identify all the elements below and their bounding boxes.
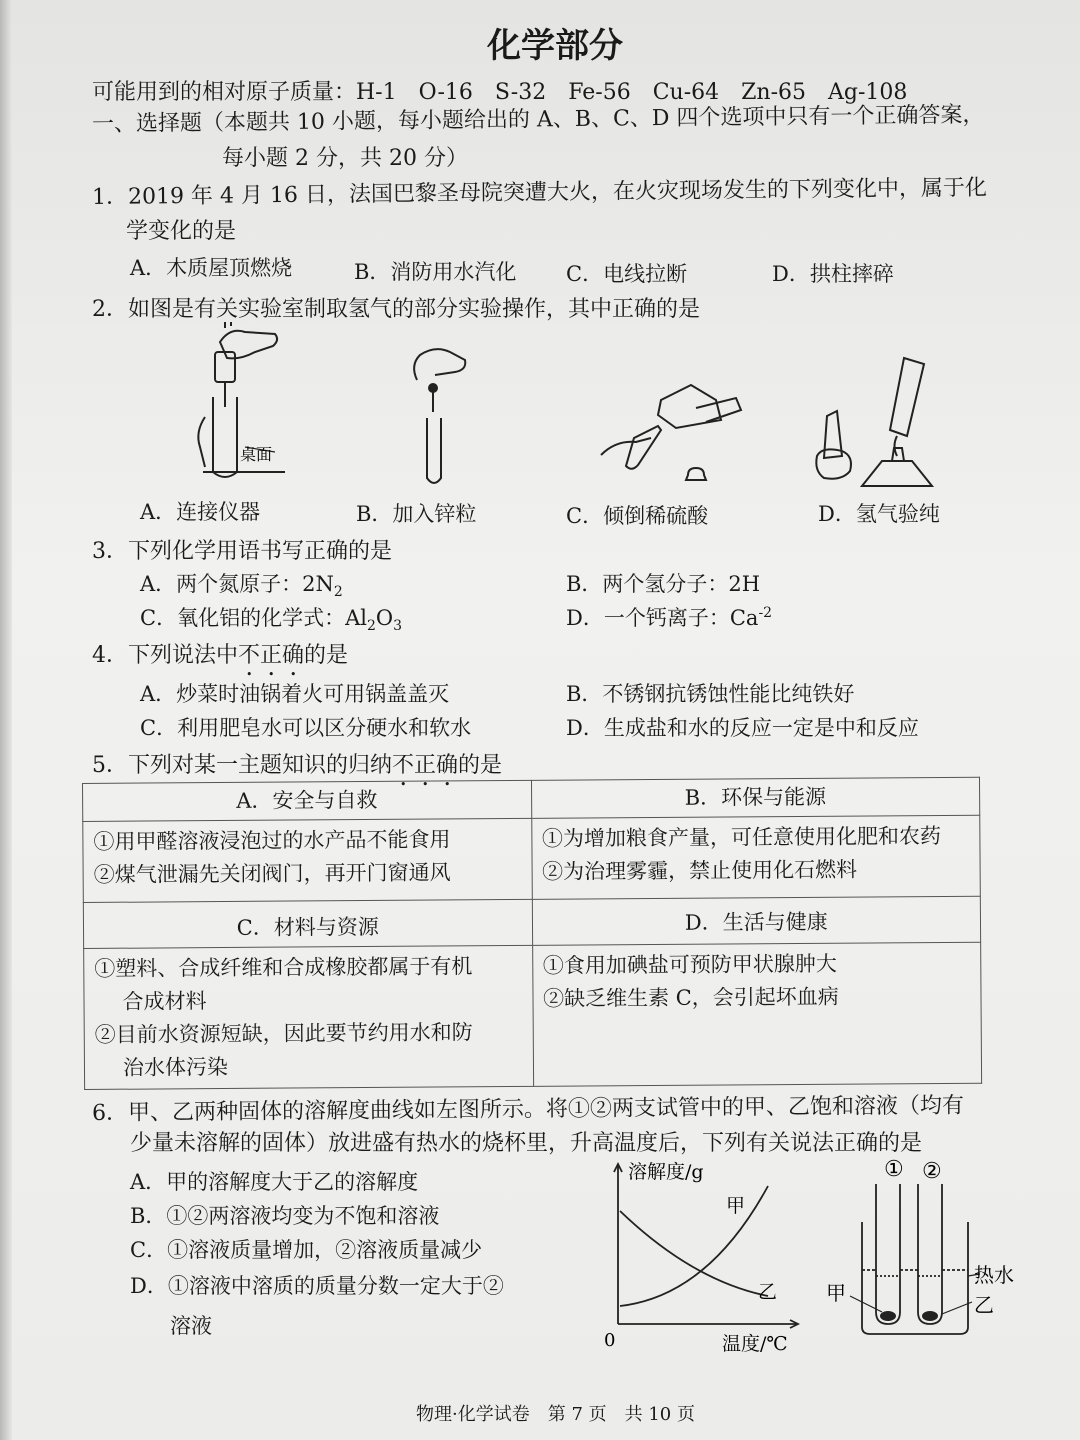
q2-figure-a-connect-apparatus — [185, 322, 295, 482]
q5-cell-c-head: C．材料与资源 — [83, 899, 532, 948]
q5-cell-b-head: B．环保与能源 — [531, 777, 980, 818]
q2-figure-c-pour-acid — [596, 380, 746, 500]
graph-ylabel: 溶解度/g — [628, 1161, 704, 1183]
graph-curve-yi-label: 乙 — [758, 1281, 778, 1303]
beaker-hot-water-label: 热水 — [974, 1263, 1014, 1287]
q4-option-b: B．不锈钢抗锈蚀性能比纯铁好 — [566, 682, 855, 706]
curve-yi — [620, 1211, 768, 1296]
q3-option-a-sub: 2 — [333, 584, 343, 601]
q3-option-b: B．两个氢分子：2H — [566, 572, 761, 596]
page-title: 化学部分 — [487, 26, 623, 66]
graph-xlabel: 温度/℃ — [722, 1333, 788, 1355]
q5-cell-b-body — [531, 815, 980, 899]
q4-stem-pre: 4．下列说法中 — [92, 643, 238, 668]
q2-figure-b-add-zinc — [405, 340, 475, 490]
beaker-outline — [862, 1222, 968, 1334]
q3-option-c-mid: O — [375, 606, 394, 630]
q2-option-d: D．氢气验纯 — [818, 502, 940, 526]
q3-option-c-sub2: 3 — [393, 618, 403, 635]
q4-option-c: C．利用肥皂水可以区分硬水和软水 — [140, 716, 472, 740]
q5-stem-post: 的是 — [458, 753, 503, 778]
q5-d-item2: ②缺乏维生素 C，会引起坏血病 — [542, 984, 839, 1011]
q5-cell-a-head: A．安全与自救 — [83, 780, 532, 821]
beaker-tube2-label: ② — [922, 1159, 942, 1184]
q5-b-item1: ①为增加粮食产量，可任意使用化肥和农药 — [541, 824, 941, 851]
q4-stem — [92, 638, 348, 681]
q6-solubility-graph — [598, 1156, 810, 1356]
test-tube-1 — [876, 1184, 900, 1324]
q5-c-item2b: 治水体污染 — [122, 1054, 229, 1080]
q6-beaker-figure — [822, 1152, 1030, 1342]
q6-option-b: B．①②两溶液均变为不饱和溶液 — [130, 1204, 440, 1228]
q6-stem-line1: 6．甲、乙两种固体的溶解度曲线如左图所示。将①②两支试管中的甲、乙饱和溶液（均有 — [91, 1093, 965, 1126]
q6-option-a: A．甲的溶解度大于乙的溶解度 — [130, 1170, 419, 1194]
q3-option-c-text: C．氧化铝的化学式：Al — [140, 606, 367, 630]
q5-c-item1a: ①塑料、合成纤维和合成橡胶都属于有机 — [94, 954, 473, 981]
graph-curve-jia-label: 甲 — [726, 1195, 746, 1217]
q5-stem-pre: 5．下列对某一主题知识的归纳 — [92, 753, 392, 778]
q2-desk-label: 桌面 — [240, 445, 273, 464]
q5-cell-d-body — [532, 942, 981, 1086]
q4-option-a: A．炒菜时油锅着火可用锅盖盖灭 — [140, 682, 450, 706]
solid-jia — [880, 1311, 896, 1321]
q5-cell-d-head: D．生活与健康 — [532, 896, 981, 945]
q2-option-a: A．连接仪器 — [140, 500, 261, 524]
q4-stem-post: 的是 — [304, 643, 349, 668]
test-tube-2 — [918, 1184, 942, 1324]
q3-stem: 3．下列化学用语书写正确的是 — [92, 539, 392, 564]
q4-option-d: D．生成盐和水的反应一定是中和反应 — [566, 716, 919, 740]
beaker-jia-label: 甲 — [826, 1281, 846, 1305]
q2-figure-d-purity-test — [812, 356, 942, 496]
q3-option-c-sub1: 2 — [366, 618, 376, 635]
q2-stem: 2．如图是有关实验室制取氢气的部分实验操作，其中正确的是 — [92, 297, 700, 322]
q3-option-d — [566, 602, 772, 632]
beaker-tube1-label: ① — [884, 1157, 904, 1182]
page-edge-shadow — [0, 0, 12, 1440]
q3-option-a — [140, 568, 343, 600]
curve-jia — [620, 1186, 768, 1306]
q5-c-item2a: ②目前水资源短缺，因此要节约用水和防 — [94, 1020, 473, 1047]
q5-cell-a-body — [83, 818, 532, 902]
q5-cell-c-body — [84, 945, 533, 1089]
page-footer: 物理·化学试卷 第 7 页 共 10 页 — [416, 1404, 695, 1425]
q1-option-d: D．拱柱摔碎 — [772, 262, 894, 286]
q1-option-b: B．消防用水汽化 — [354, 260, 517, 284]
q1-option-c: C．电线拉断 — [566, 262, 688, 286]
q5-knowledge-table — [82, 777, 982, 1090]
q6-stem-line2: 少量未溶解的固体）放进盛有热水的烧杯里，升高温度后，下列有关说法正确的是 — [130, 1131, 923, 1156]
q5-c-item1b: 合成材料 — [122, 989, 207, 1014]
q2-option-b: B．加入锌粒 — [356, 502, 477, 526]
section-heading-cont: 每小题 2 分，共 20 分） — [222, 146, 468, 171]
q1-option-a: A．木质屋顶燃烧 — [130, 256, 293, 280]
q5-stem-emphasis: 不正确 — [392, 753, 459, 778]
q6-option-d-line2: 溶液 — [170, 1314, 212, 1338]
q4-stem-emphasis: 不正确 — [238, 643, 305, 668]
q1-stem-line2: 学变化的是 — [126, 219, 237, 244]
q3-option-c — [140, 602, 402, 634]
q3-option-d-sup: -2 — [758, 605, 773, 621]
q5-a-item2: ②煤气泄漏先关闭阀门，再开门窗通风 — [93, 860, 451, 887]
q5-a-item1: ①用甲醛溶液浸泡过的水产品不能食用 — [93, 827, 451, 854]
q3-option-d-text: D．一个钙离子：Ca — [566, 606, 759, 630]
q1-stem-line1: 1．2019 年 4 月 16 日，法国巴黎圣母院突遭大火，在火灾现场发生的下列变化中，属于化 — [91, 175, 988, 210]
q3-option-a-text: A．两个氮原子：2N — [140, 572, 334, 596]
atomic-masses-line: 可能用到的相对原子质量：H-1 O-16 S-32 Fe-56 Cu-64 Zn-65 Ag-108 — [92, 80, 908, 105]
q5-b-item2: ②为治理雾霾，禁止使用化石燃料 — [542, 857, 858, 884]
beaker-yi-label: 乙 — [974, 1293, 994, 1317]
q6-option-d-line1: D．①溶液中溶质的质量分数一定大于② — [130, 1274, 504, 1298]
solid-yi — [922, 1311, 938, 1321]
q5-d-item1: ①食用加碘盐可预防甲状腺肿大 — [542, 951, 837, 978]
q2-option-c: C．倾倒稀硫酸 — [566, 504, 709, 528]
section-heading: 一、选择题（本题共 10 小题，每小题给出的 A、B、C、D 四个选项中只有一个正确答案， — [91, 102, 985, 137]
q6-option-c: C．①溶液质量增加，②溶液质量减少 — [130, 1238, 483, 1262]
graph-origin: 0 — [604, 1330, 616, 1351]
